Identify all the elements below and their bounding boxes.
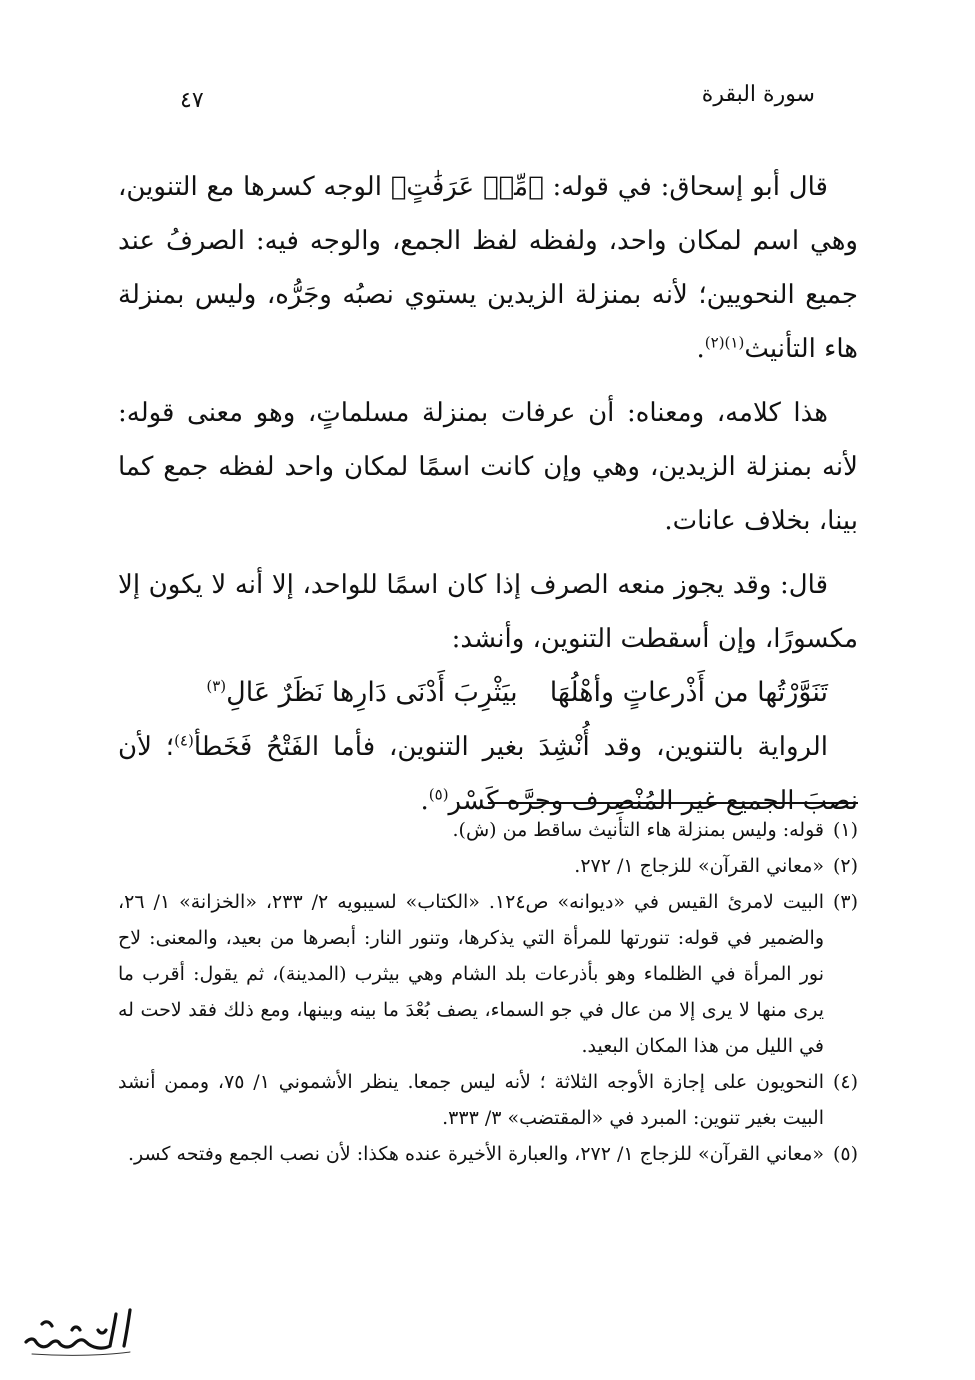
footnote-text: قوله: وليس بمنزلة هاء التأنيث ساقط من (ش). [452, 819, 824, 841]
footnote-separator [488, 802, 858, 804]
footnote-4 [118, 1064, 858, 1136]
main-text [118, 160, 858, 838]
footnote-number: (٤) [832, 1071, 858, 1093]
page-number: ٤٧ [180, 88, 204, 113]
footnote-1 [118, 812, 858, 848]
footnote-2 [118, 848, 858, 884]
footnote-5 [118, 1136, 858, 1172]
surah-title: سورة البقرة [701, 82, 815, 107]
page-header [120, 82, 855, 122]
footnote-ref-3: (٣) [206, 677, 227, 695]
paragraph-3 [118, 558, 858, 666]
footnote-number: (٢) [832, 855, 858, 877]
footnotes [118, 812, 858, 1172]
footnote-text: «معاني القرآن» للزجاج ١/ ٢٧٢. [574, 855, 824, 877]
verse-hemistich-1: تَنَوَّرْتُها من أَذْرعاتٍ وأهْلُهَا [549, 677, 828, 708]
footnote-text: البيت لامرئ القيس في «ديوانه» ص١٢٤. «الكتاب» لسيبويه ٢/ ٢٣٣، «الخزانة» ١/ ٢٦، والضمير في قوله: تنورتها للمرأة التي يذكرها، وتنور النار: أبصرها من بعيد، والمعنى: لاح نور المرأة في الظلماء وهو بأذرعات بلد الشام وهي بيثرب (المدينة)، ثم يقول: أقرب ما يرى منها لا يرى إلا من عال في جو السماء، يصف بُعْدَ ما بينه وبينها، ومع ذلك فقد لاحت له في الليل من هذا المكان البعيد. [118, 891, 825, 1057]
footnote-number: (٥) [832, 1143, 858, 1165]
verse-hemistich-2: بيَثْرِبَ أَدْنَى دَارِها نَظَرٌ عَالِ [226, 677, 518, 708]
footnote-ref-5: (٥) [428, 785, 449, 804]
poetry-verse [118, 666, 858, 720]
publisher-logo-icon [12, 1300, 142, 1360]
paragraph-4-text-b: ؛ لأن نصبَ الجميع غير المُنْصِرف وجرَّه كَسْر [118, 732, 858, 816]
paragraph-3-text: قال: وقد يجوز منعه الصرف إذا كان اسمًا للواحد، إلا أنه لا يكون إلا مكسورًا، وإن أسقطت التنوين، وأنشد: [118, 570, 858, 654]
paragraph-1-end: . [696, 334, 705, 364]
paragraph-4-end: . [420, 786, 429, 816]
paragraph-1 [118, 160, 858, 376]
paragraph-2 [118, 386, 858, 548]
footnote-3 [118, 884, 858, 1064]
paragraph-4-text-a: الرواية بالتنوين، وقد أُنْشِدَ بغير التنوين، فأما الفَتْحُ فَخَطأ [193, 732, 829, 762]
footnote-text: «معاني القرآن» للزجاج ١/ ٢٧٢، والعبارة الأخيرة عنده هكذا: لأن نصب الجمع وفتحه كسر. [127, 1143, 824, 1165]
footnote-ref-1-2: (١)(٢) [704, 333, 745, 352]
footnote-ref-4: (٤) [174, 731, 194, 750]
footnote-text: النحويون على إجازة الأوجه الثلاثة ؛ لأنه ليس جمعا. ينظر الأشموني ١/ ٧٥، وممن أنشد البيت بغير تنوين: المبرد في «المقتضب» ٣/ ٣٣٣. [118, 1071, 824, 1129]
footnote-number: (١) [832, 819, 858, 841]
footnote-number: (٣) [832, 891, 858, 913]
paragraph-1-text: قال أبو إسحاق: في قوله: ﴿مِّنۡ عَرَفَٰتٍ﴾ الوجه كسرها مع التنوين، وهي اسم لمكان واحد، ولفظه لفظ الجمع، والوجه فيه: الصرفُ عند جميع النحويين؛ لأنه بمنزلة الزيدين يستوي نصبُه وجَرُّه، وليس بمنزلة هاء التأنيث [118, 172, 858, 364]
paragraph-2-text: هذا كلامه، ومعناه: أن عرفات بمنزلة مسلماتٍ، وهو معنى قوله: لأنه بمنزلة الزيدين، وهي وإن كانت اسمًا لمكان واحد لفظه جمع كما بينا، بخلاف عانات. [118, 398, 858, 536]
